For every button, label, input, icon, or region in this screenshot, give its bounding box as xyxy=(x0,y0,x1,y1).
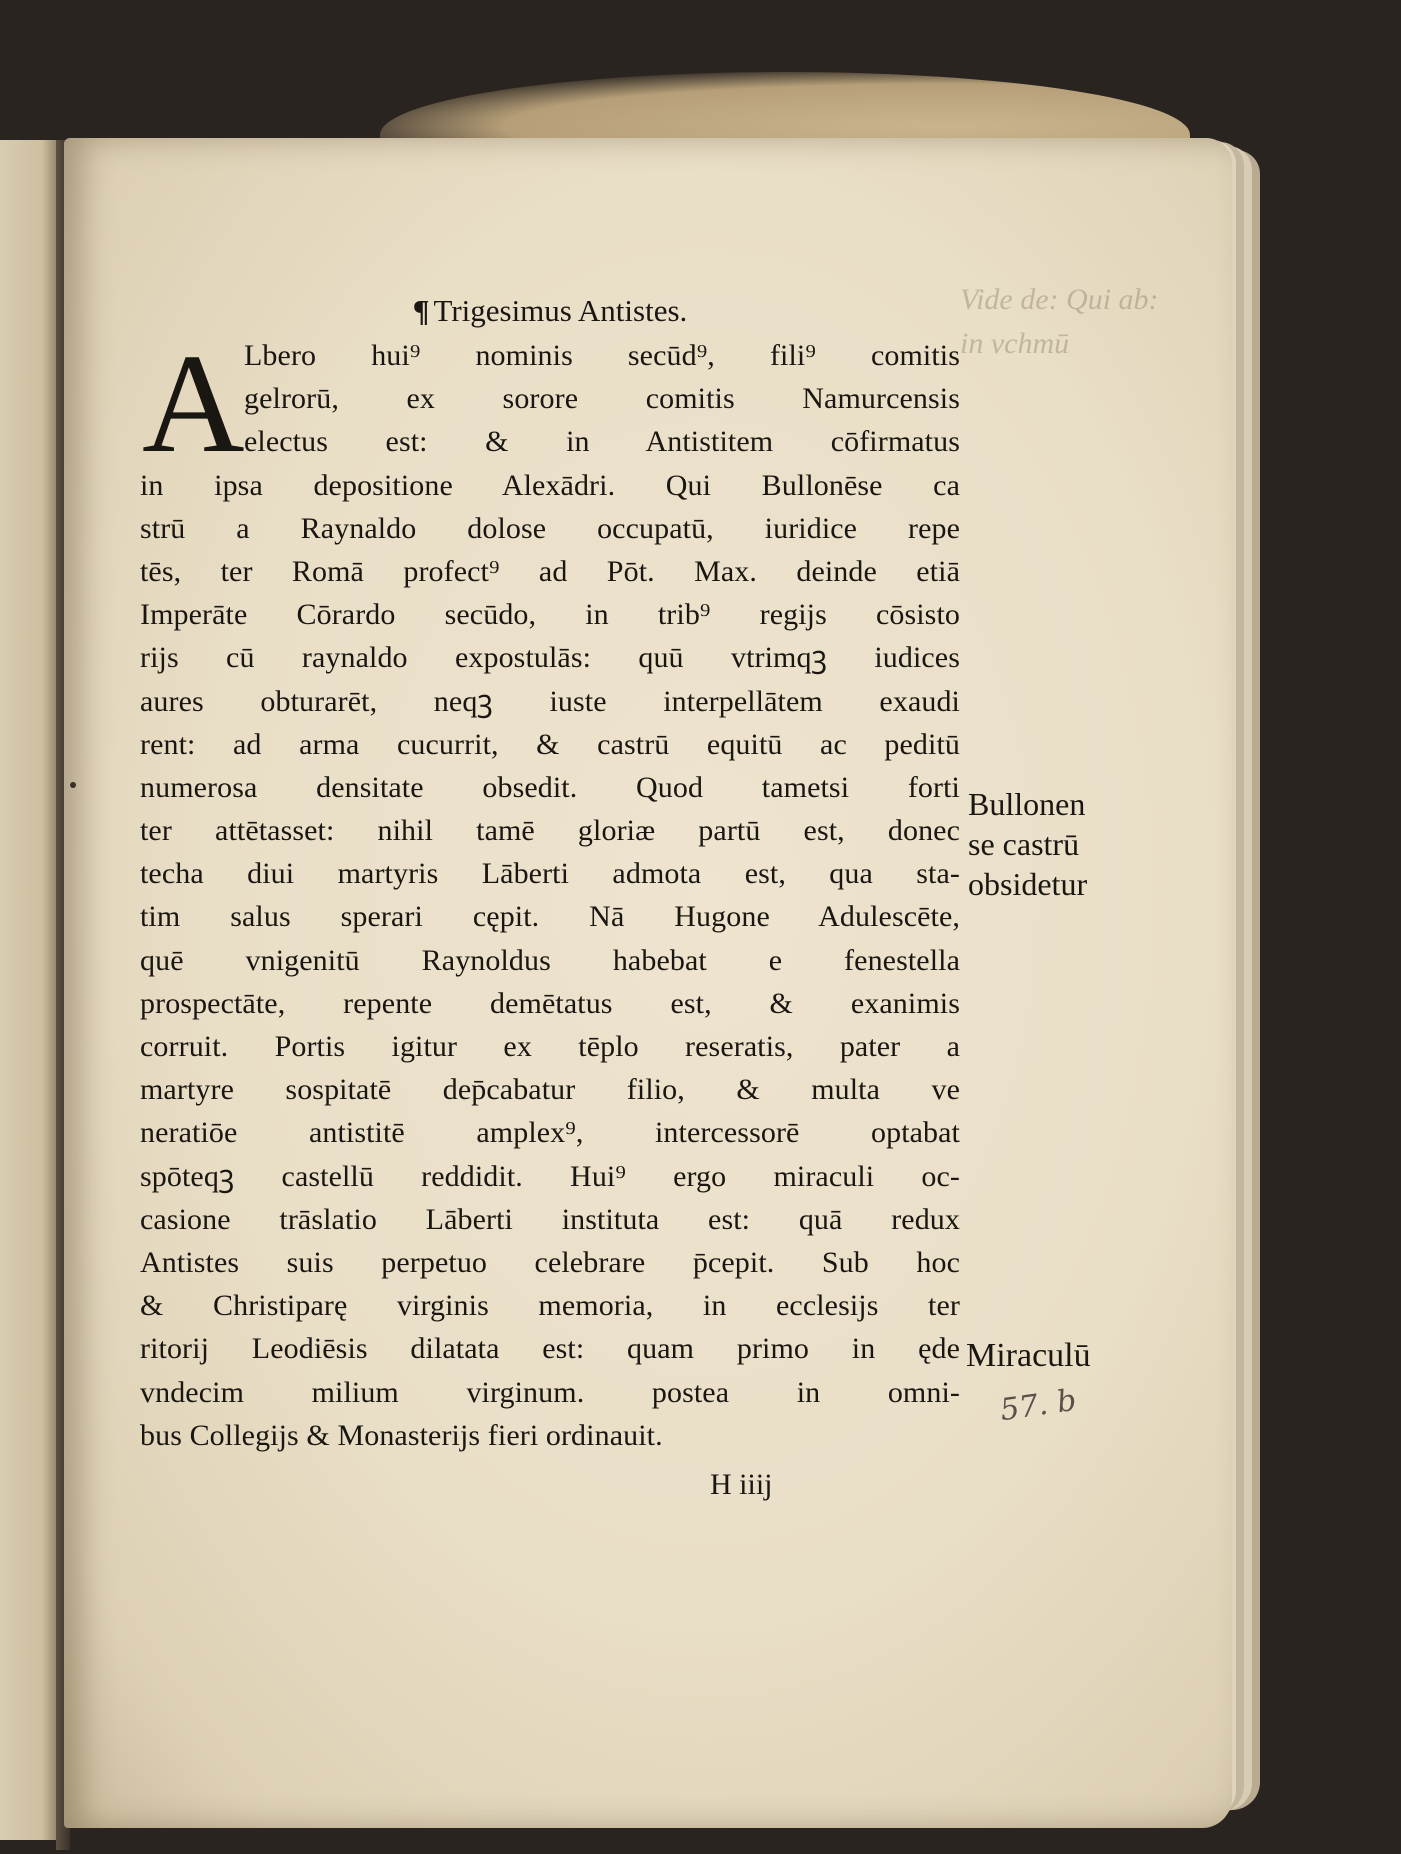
text-line: aures obturarēt, neqꝫ iuste interpellātem exaudi xyxy=(140,684,960,718)
text-line: bus Collegijs & Monasterijs fieri ordinauit. xyxy=(140,1418,663,1452)
text-line: spōteqꝫ castellū reddidit. Hui⁹ ergo miraculi oc- xyxy=(140,1159,960,1193)
text-line: electus est: & in Antistitem cōfirmatus xyxy=(244,425,960,459)
text-line: strū a Raynaldo dolose occupatū, iuridice repe xyxy=(140,511,960,545)
handwritten-annotation: 57. b xyxy=(997,1382,1079,1429)
text-line: gelrorū, ex sorore comitis Namurcensis xyxy=(244,382,960,416)
margin-note-line: Bullonen xyxy=(968,786,1086,822)
text-line: ter attētasset: nihil tamē gloriæ partū est, donec xyxy=(140,814,960,848)
previous-page-edge xyxy=(0,140,60,1840)
drop-cap: A xyxy=(142,324,245,482)
text-line: Antistes suis perpetuo celebrare p̄cepit. Sub hoc xyxy=(140,1245,960,1279)
text-line: casione trāslatio Lāberti instituta est: quā redux xyxy=(140,1202,960,1236)
text-line: quē vnigenitū Raynoldus habebat e fenestella xyxy=(140,943,960,977)
margin-note-line: se castrū xyxy=(968,826,1080,862)
margin-note-line: obsidetur xyxy=(968,866,1088,902)
ink-spot xyxy=(70,782,76,788)
main-text-block xyxy=(140,290,960,1506)
show-through-line: Vide de: Qui ab: xyxy=(960,283,1159,316)
text-line: rent: ad arma cucurrit, & castrū equitū ac peditū xyxy=(140,727,960,761)
margin-note-miraculum: Miraculū xyxy=(966,1337,1091,1374)
signature-mark: H iiij xyxy=(710,1467,773,1501)
text-line: & Christiparę virginis memoria, in ecclesijs ter xyxy=(140,1289,960,1323)
text-line: Imperāte Cōrardo secūdo, in trib⁹ regijs cōsisto xyxy=(140,598,960,632)
body-text xyxy=(140,324,960,1457)
text-line: tim salus sperari cępit. Nā Hugone Adulescēte, xyxy=(140,900,960,934)
text-line: tēs, ter Romā profect⁹ ad Pōt. Max. deinde etiā xyxy=(140,554,960,588)
text-line: rijs cū raynaldo expostulās: quū vtrimqꝫ iudices xyxy=(140,641,960,675)
text-line: Lbero hui⁹ nominis secūd⁹, fili⁹ comitis xyxy=(244,339,960,372)
text-line: ritorij Leodiēsis dilatata est: quam primo in ęde xyxy=(140,1332,960,1366)
text-line: in ipsa depositione Alexādri. Qui Bullonēse ca xyxy=(140,468,960,502)
chapter-heading xyxy=(220,290,880,332)
show-through-line: in vchmū xyxy=(960,327,1070,360)
text-line: numerosa densitate obsedit. Quod tametsi forti xyxy=(140,770,960,804)
heading-text: Trigesimus Antistes. xyxy=(433,293,688,328)
margin-note-bullonense xyxy=(968,784,1087,904)
text-line: corruit. Portis igitur ex tēplo reseratis, pater a xyxy=(140,1030,960,1063)
text-line: martyre sospitatē dep̄cabatur filio, & multa ve xyxy=(140,1073,960,1107)
text-line: techa diui martyris Lāberti admota est, qua sta- xyxy=(140,857,960,891)
pilcrow-mark: ¶ xyxy=(412,293,430,328)
text-line: neratiōe antistitē amplex⁹, intercessorē optabat xyxy=(140,1116,960,1150)
show-through-text xyxy=(960,278,1200,366)
text-line: prospectāte, repente demētatus est, & exanimis xyxy=(140,986,960,1020)
text-line: vndecim milium virginum. postea in omni- xyxy=(140,1375,960,1409)
